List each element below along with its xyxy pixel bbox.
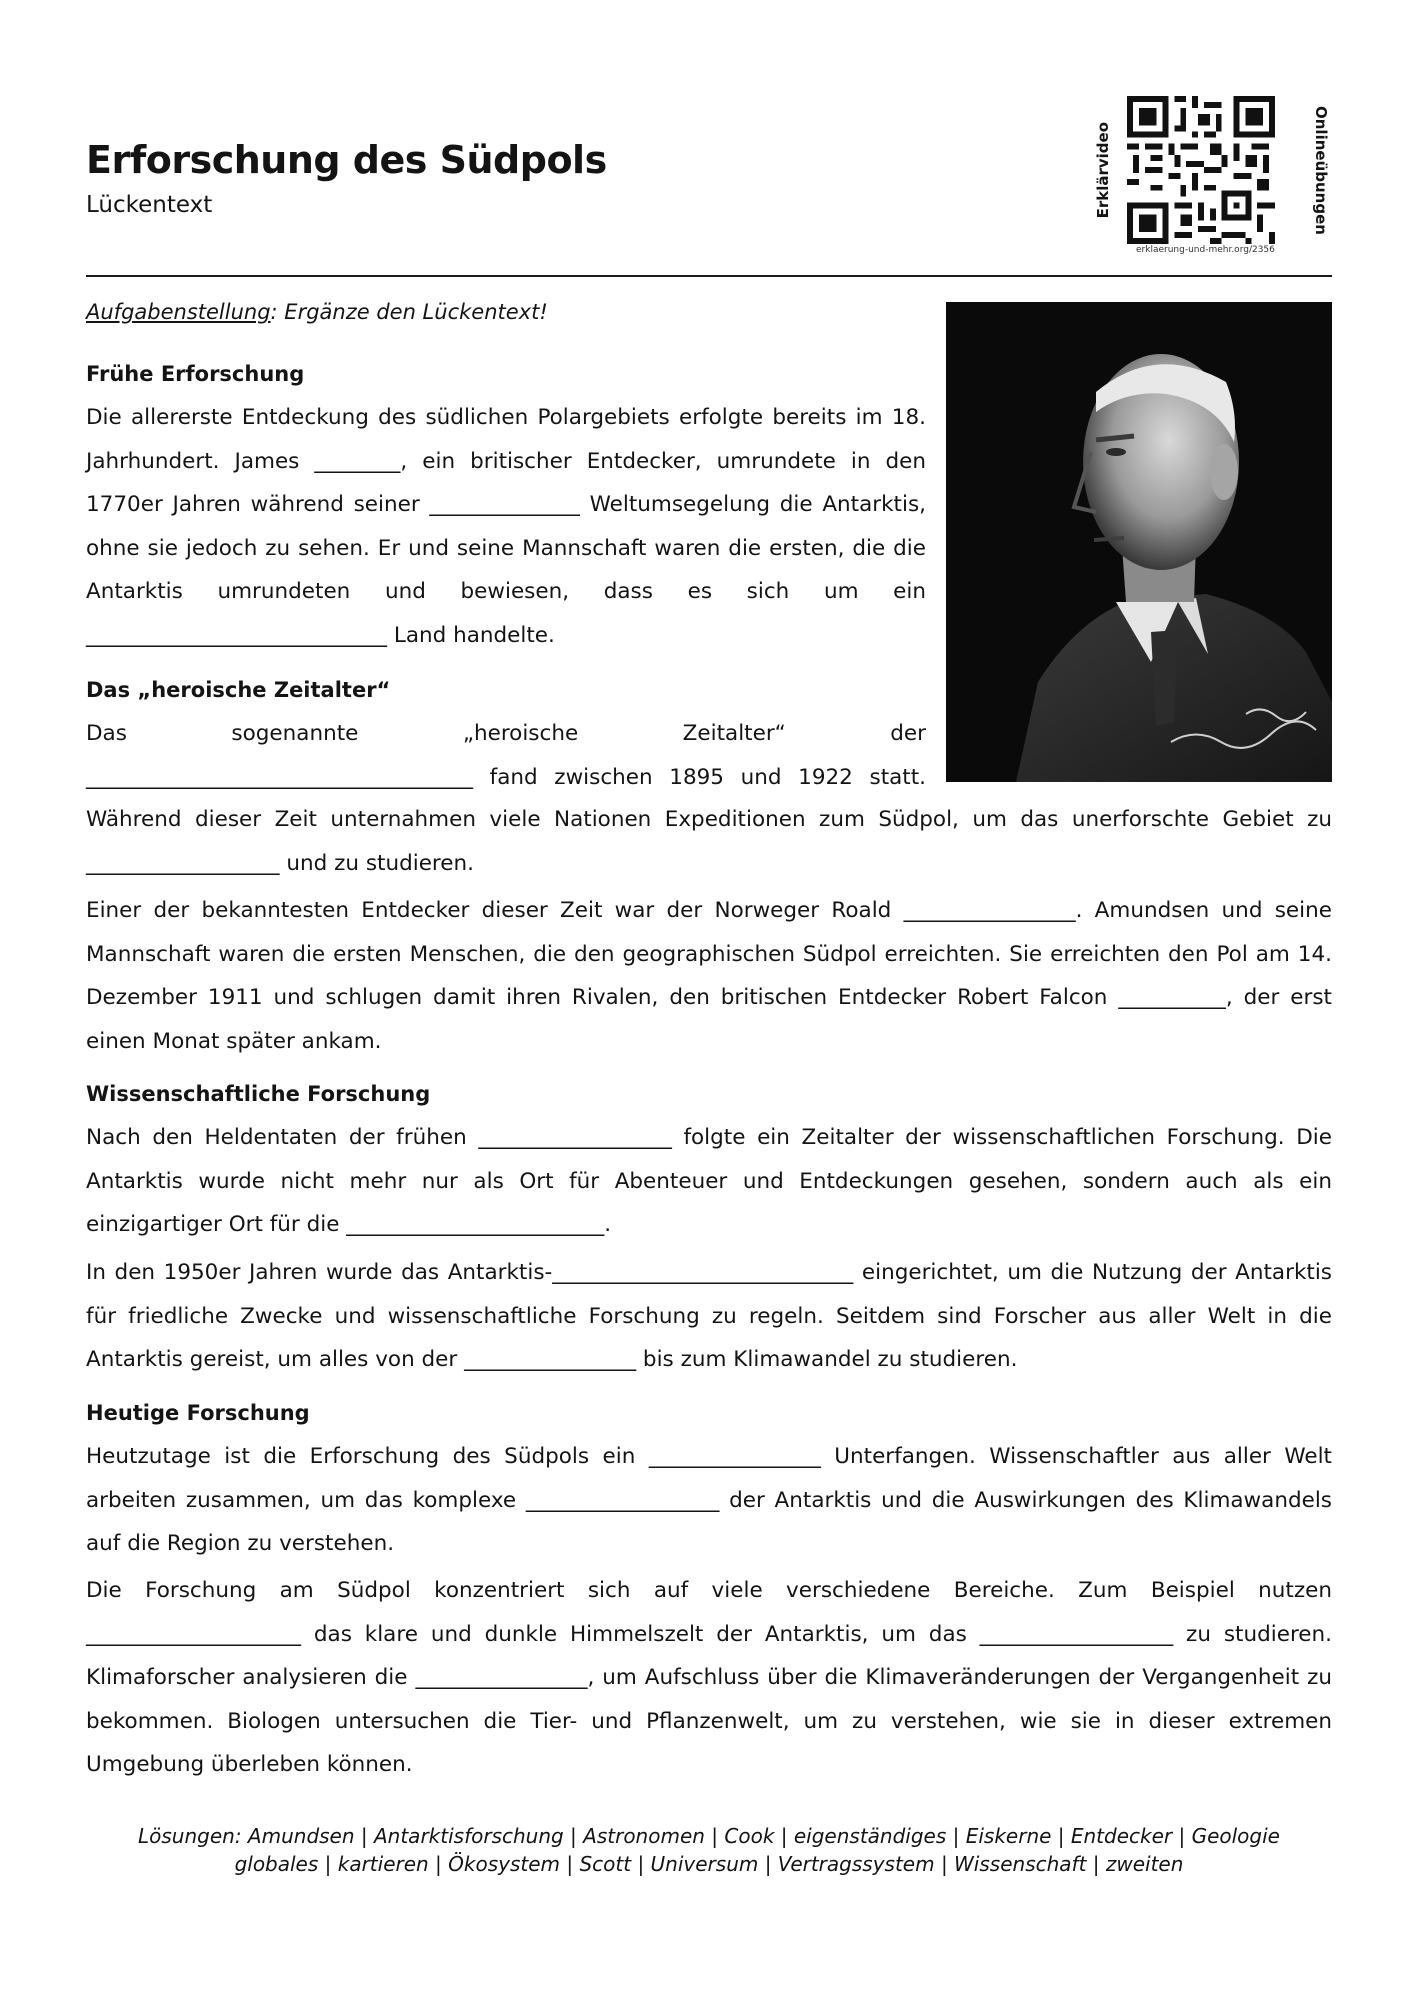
solutions-box [86, 1822, 1332, 1878]
paragraph-scientific-2: In den 1950er Jahren wurde das Antarktis-____________________________ eingerichtet, um die Nutzung der Antarktis für friedliche Zwecke und wissenschaftliche Forschung zu regeln. Seitdem sind Forscher aus aller Welt in die Antarktis gereist, um alles von der ________________ bis zum Klimawandel zu studieren. [86, 1260, 1332, 1372]
heading-early: Frühe Erforschung [86, 362, 305, 386]
qr-left-label: Erklärvideo [1094, 122, 1112, 219]
solutions-line-2: globales | kartieren | Ökosystem | Scott | Universum | Vertragssystem | Wissenschaft | zweiten [234, 1852, 1184, 1876]
paragraph-heroic-3: Einer der bekanntesten Entdecker dieser Zeit war der Norweger Roald ________________. Amundsen und seine Mannschaft waren die ersten Menschen, die den geographischen Südpol erreichten. Sie erreichten den Pol am 14. Dezember 1911 und schlugen damit ihren Rivalen, den britischen Entdecker Robert Falcon __________, der erst einen Monat später ankam. [86, 898, 1332, 1054]
qr-code-block [1094, 96, 1330, 262]
heading-scientific: Wissenschaftliche Forschung [86, 1082, 431, 1106]
header-divider [86, 275, 1332, 277]
task-instruction [86, 300, 548, 324]
paragraph-heroic-1: Das sogenannte „heroische Zeitalter“ der ____________________________________ fand zwischen 1895 und 1922 statt. [86, 721, 926, 790]
paragraph-heroic-2: Während dieser Zeit unternahmen viele Nationen Expeditionen zum Südpol, um das unerforschte Gebiet zu __________________ und zu studieren. [86, 807, 1332, 876]
task-text: : Ergänze den Lückentext! [270, 300, 548, 324]
paragraph-today-2: Die Forschung am Südpol konzentriert sich auf viele verschiedene Bereiche. Zum Beispiel nutzen ____________________ das klare und dunkle Himmelszelt der Antarktis, um das __________________ zu studieren. Klimaforscher analysieren die ________________, um Aufschluss über die Klimaveränderungen der Vergangenheit zu bekommen. Biologen untersuchen die Tier- und Pflanzenwelt, um zu verstehen, wie sie in dieser extremen Umgebung überleben können. [86, 1578, 1332, 1777]
qr-url[interactable]: erklaerung-und-mehr.org/2356 [1136, 245, 1275, 255]
paragraph-early: Die allererste Entdeckung des südlichen Polargebiets erfolgte bereits im 18. Jahrhundert. James ________, ein britischer Entdecker, umrundete in den 1770er Jahren während seiner ______________ Weltumsegelung die Antarktis, ohne sie jedoch zu sehen. Er und seine Mannschaft waren die ersten, die die Antarktis umrundeten und bewiesen, dass es sich um ein ____________________________ Land handelte. [86, 405, 926, 648]
worksheet-title: Erforschung des Südpols [86, 138, 607, 182]
heading-today: Heutige Forschung [86, 1401, 310, 1425]
task-label: Aufgabenstellung [86, 300, 271, 324]
worksheet-subtitle: Lückentext [86, 192, 213, 218]
paragraph-today-1: Heutzutage ist die Erforschung des Südpols ein ________________ Unterfangen. Wissenschaftler aus aller Welt arbeiten zusammen, um das komplexe __________________ der Antarktis und die Auswirkungen des Klimawandels auf die Region zu verstehen. [86, 1444, 1332, 1556]
qr-right-label: Onlineübungen [1312, 106, 1330, 235]
qr-code-icon [1126, 96, 1276, 244]
paragraph-scientific-1: Nach den Heldentaten der frühen __________________ folgte ein Zeitalter der wissenschaftlichen Forschung. Die Antarktis wurde nicht mehr nur als Ort für Abenteuer und Entdeckungen gesehen, sondern auch als ein einzigartiger Ort für die ________________________. [86, 1125, 1332, 1237]
heading-heroic: Das „heroische Zeitalter“ [86, 678, 391, 702]
solutions-line-1: Lösungen: Amundsen | Antarktisforschung | Astronomen | Cook | eigenständiges | Eiskerne | Entdecker | Geologie [138, 1824, 1280, 1848]
portrait-photo [946, 302, 1332, 782]
